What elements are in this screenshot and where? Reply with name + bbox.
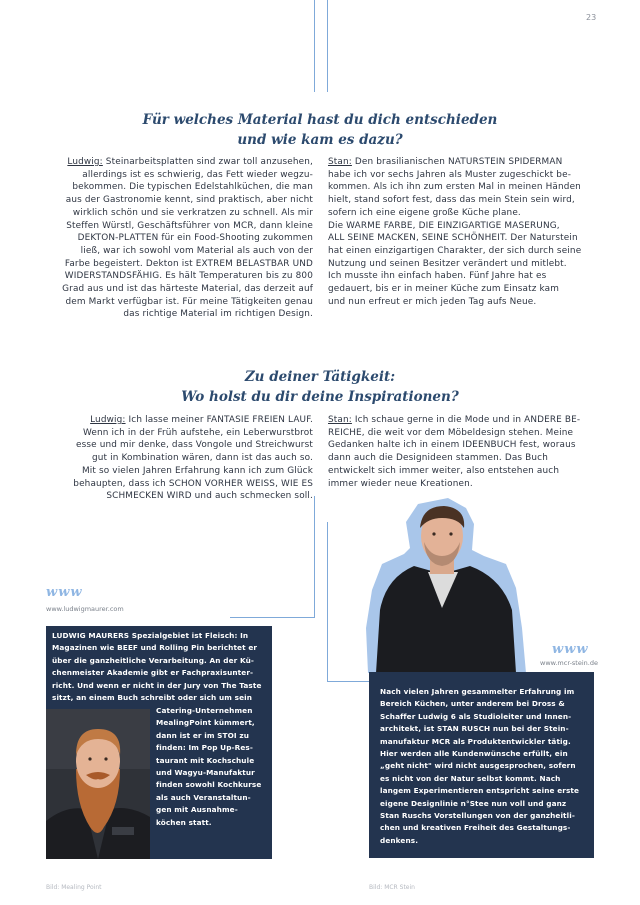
text-line: immer wieder neue Kreationen. — [328, 478, 473, 489]
speaker-label: Ludwig: — [67, 157, 103, 167]
text-line: sofern ich eine eigene große Küche plane. — [328, 207, 521, 218]
text-line: ALL SEINE MACKEN, SEINE SCHÖNHEIT. Der Naturstein — [328, 233, 578, 244]
text-line: das richtige Material im richtigen Design. — [123, 309, 313, 320]
text-line: finden: Im Pop Up-Res- — [156, 743, 253, 753]
text-line: Nach vielen Jahren gesammelter Erfahrung im — [380, 687, 575, 696]
page-number: 23 — [586, 13, 597, 22]
text-line: entwickelt sich immer weiter, also entstehen auch — [328, 465, 560, 476]
speaker-label: Ludwig: — [90, 415, 126, 425]
bio-box-ludwig — [46, 626, 272, 859]
text-line: gut in Kombination wären, dann ist das auch so. — [92, 453, 313, 464]
text-line: allerdings ist es schwierig, das Fett wieder wegzu- — [82, 169, 313, 180]
bio-box-stan — [369, 672, 594, 858]
text-line: und nun erfreut er mich jeden Tag aufs Neue. — [328, 296, 537, 307]
text-line: „geht nicht" wird nicht ausgesprochen, sofern — [380, 761, 576, 771]
text-line: Magazinen wie BEEF und Rolling Pin berichtet er — [52, 643, 258, 653]
website-link[interactable]: www.ludwigmaurer.com — [46, 605, 124, 613]
bio-text-side — [156, 705, 271, 829]
text-line: Stan: Ich schaue gerne in die Mode und in ANDERE BE- — [328, 415, 581, 425]
section-heading — [120, 367, 520, 407]
text-line: DEKTON-PLATTEN für ein Food-Shooting zukommen — [77, 233, 313, 244]
answer-stan — [328, 156, 598, 308]
section-heading — [120, 110, 520, 150]
text-line: Die WARME FARBE, DIE EINZIGARTIGE MASERUNG, — [328, 220, 560, 231]
text-line: bekommen. Die typischen Edelstahlküchen, die man — [72, 182, 313, 193]
www-mark: www — [46, 585, 83, 600]
text-line: Nutzung und seinen Besitzer verändert und mitlebt. — [328, 258, 567, 269]
text-line: manufaktur MCR als Produktentwickler tätig. — [380, 736, 571, 746]
text-line: es nicht von der Natur selbst kommt. Nach — [380, 773, 561, 783]
bio-text — [380, 686, 592, 847]
heading-line: Zu deiner Tätigkeit: — [244, 369, 396, 385]
text-line: kommen. Als ich ihn zum ersten Mal in meinen Händen — [328, 182, 581, 193]
heading-line: Für welches Material hast du dich entschieden — [142, 112, 498, 128]
text-line: chen und kreativen Freiheit des Gestaltungs- — [380, 823, 571, 833]
text-line: Schaffer Ludwig 6 als Studioleiter und Innen- — [380, 711, 572, 721]
text-line: dann ist er im STOI zu — [156, 730, 250, 740]
speaker-label: Stan: — [328, 415, 352, 425]
text-line: richt. Und wenn er nicht in der Jury von The Taste — [52, 680, 262, 690]
text-line: Steffen Würstl, Geschäftsführer von MCR, dann kleine — [66, 220, 313, 231]
answer-stan — [328, 414, 598, 490]
text-line: Stan: Den brasilianischen NATURSTEIN SPIDERMAN — [328, 157, 563, 167]
text-line: Gedanken halte ich in einem IDEENBUCH fest, woraus — [328, 440, 576, 451]
speaker-label: Stan: — [328, 157, 352, 167]
text-line: MealingPoint kümmert, — [156, 718, 255, 728]
heading-line: und wie kam es dazu? — [237, 132, 403, 148]
divider-line — [314, 0, 315, 92]
text-line: behaupten, dass ich SCHON VORHER WEISS, WIE ES — [73, 478, 313, 489]
divider-line — [230, 617, 315, 618]
text-line: esse und mir denke, dass Vongole und Streichwurst — [76, 440, 313, 451]
answer-ludwig — [48, 414, 313, 503]
text-line: aus der Gastronomie kennt, sind praktisch, aber nicht — [65, 195, 313, 206]
text-line: und Wagyu-Manufaktur — [156, 768, 255, 778]
text-line: hielt, stand sofort fest, dass das mein Stein sein wird, — [328, 195, 575, 206]
image-credit: Bild: MCR Stein — [369, 884, 415, 891]
text-line: Stan Ruschs Vorstellungen von der ganzheitli- — [380, 811, 575, 821]
text-line: köchen statt. — [156, 817, 212, 827]
text-line: Mit so vielen Jahren Erfahrung kann ich zum Glück — [81, 465, 313, 476]
text-line: taurant mit Kochschule — [156, 755, 255, 765]
text-line: architekt, ist STAN RUSCH nun bei der Stein- — [380, 724, 569, 734]
portrait-ludwig — [46, 709, 150, 859]
text-line: Farbe begeistert. Dekton ist EXTREM BELASTBAR UND — [64, 258, 313, 269]
text-line: Ich musste ihn einfach haben. Fünf Jahre hat es — [328, 271, 547, 282]
text-line: dann auch die Designideen stammen. Das Buch — [328, 453, 548, 464]
website-link[interactable]: www.mcr-stein.de — [540, 659, 598, 667]
portrait-stan — [366, 498, 526, 673]
www-mark: www — [552, 642, 589, 657]
text-line: über die ganzheitliche Verarbeitung. An der Kü- — [52, 655, 255, 665]
text-line: langem Experimentieren entspricht seine erste — [380, 786, 580, 796]
answer-ludwig — [48, 156, 313, 321]
text-line: SCHMECKEN WIRD und auch schmecken soll. — [106, 491, 313, 502]
divider-line — [314, 496, 315, 618]
text-line: denkens. — [380, 835, 419, 845]
text-line: als auch Veranstaltun- — [156, 792, 251, 802]
text-line: WIDERSTANDSFÄHIG. Es hält Temperaturen bis zu 800 — [64, 271, 313, 282]
text-line: wirklich schön und sie verkratzen zu schnell. Als mir — [72, 207, 313, 218]
text-line: Ludwig: Steinarbeitsplatten sind zwar toll anzusehen, — [67, 157, 313, 167]
text-line: Bereich Küchen, unter anderem bei Dross & — [380, 699, 565, 709]
image-credit: Bild: Mealing Point — [46, 884, 102, 891]
text-line: Grad aus und ist das härteste Material, das derzeit auf — [62, 284, 313, 295]
text-line: dem Markt verfügbar ist. Für meine Tätigkeiten genau — [65, 296, 313, 307]
text-line: Hier werden alle Kundenwünsche erfüllt, ein — [380, 749, 568, 759]
text-line: Ludwig: Ich lasse meiner FANTASIE FREIEN LAUF. — [90, 415, 313, 425]
text-line: habe ich vor sechs Jahren als Muster zugeschickt be- — [328, 169, 572, 180]
text-line: gen mit Ausnahme- — [156, 805, 238, 815]
text-line: gedauert, bis er in meiner Küche zum Einsatz kam — [328, 284, 560, 295]
text-line: hat einen einzigartigen Charakter, der sich durch seine — [328, 245, 582, 256]
text-line: sitzt, an einem Buch schreibt oder sich um sein — [52, 693, 253, 703]
divider-line — [327, 522, 328, 682]
text-line: LUDWIG MAURERS Spezialgebiet ist Fleisch: In — [52, 631, 249, 640]
text-line: Wenn ich in der Früh aufstehe, ein Leberwurstbrot — [82, 427, 313, 438]
text-line: finden sowohl Kochkurse — [156, 780, 262, 790]
text-line: Catering-Unternehmen — [156, 706, 253, 715]
text-line: eigene Designlinie n°Stee nun voll und ganz — [380, 798, 567, 808]
bio-text — [52, 630, 270, 704]
heading-line: Wo holst du dir deine Inspirationen? — [181, 389, 459, 405]
divider-line — [327, 681, 369, 682]
text-line: REICHE, die weit vor dem Möbeldesign stehen. Meine — [328, 427, 574, 438]
text-line: ließ, war ich sowohl vom Material als auch von der — [80, 245, 313, 256]
divider-line — [327, 0, 328, 92]
text-line: chenmeister Akademie gibt er Fachpraxisunter- — [52, 668, 254, 678]
